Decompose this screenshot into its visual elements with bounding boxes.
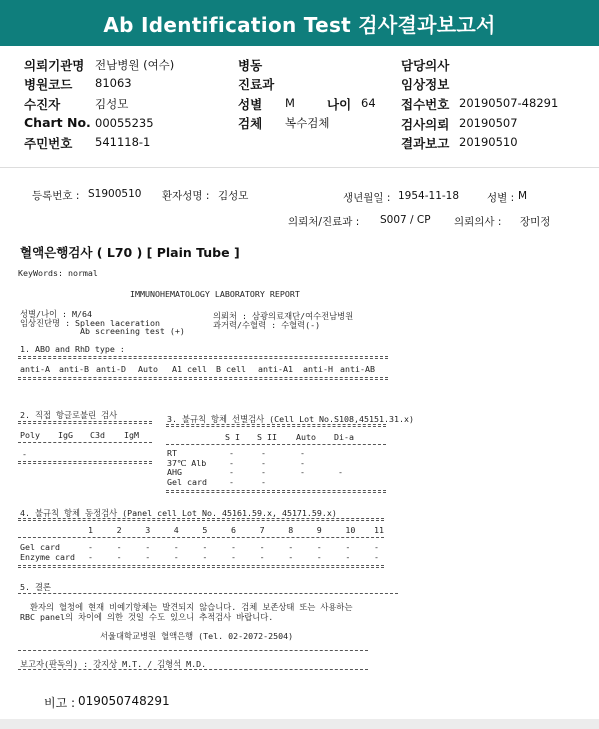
divider	[18, 537, 384, 538]
panel-cell: -	[116, 542, 122, 552]
conclusion-line-1: 환자의 혈청에 현재 비예기항체는 발견되지 않습니다. 검체 보존상태 또는 사용하는	[30, 602, 353, 612]
panel-cell: -	[88, 552, 93, 562]
screening-column-header: S II	[257, 432, 277, 442]
doctor-label: 담당의사	[401, 58, 450, 73]
note-label: 비고 :	[44, 696, 76, 710]
panel-cell: -	[374, 552, 379, 562]
divider	[166, 444, 386, 445]
panel-column-header: 10	[345, 525, 356, 535]
panel-column-header: 6	[231, 525, 236, 535]
rrn-value: 541118-1	[95, 135, 151, 149]
divider	[166, 490, 386, 493]
hospital-code-value: 81063	[95, 76, 132, 90]
diagnosis-line-2: Ab screening test (+)	[80, 326, 185, 336]
diagnosis-line: 임상진단명 : Spleen laceration	[20, 318, 160, 328]
panel-cell: -	[145, 542, 151, 552]
keywords: KeyWords: normal	[18, 268, 98, 278]
abo-column-header: anti-H	[303, 364, 333, 374]
panel-cell: -	[231, 552, 236, 562]
panel-cell: -	[316, 542, 322, 552]
patient-name-label: 환자성명 :	[162, 190, 210, 202]
divider	[18, 650, 368, 651]
screening-column-header: S I	[225, 432, 240, 442]
panel-cell: -	[259, 552, 265, 562]
screening-row-label: Gel card	[167, 476, 207, 487]
dat-value: -	[22, 449, 27, 459]
hospital-value: 전남병원 (여수)	[95, 58, 175, 72]
divider	[18, 518, 384, 521]
screening-cell: -	[261, 476, 266, 487]
panel-cell: -	[116, 552, 122, 562]
section-abo-title: 1. ABO and RhD type :	[20, 344, 125, 354]
reg-no-label: 등록번호 :	[32, 190, 80, 202]
panel-row-label: Enzyme card	[20, 552, 75, 562]
req-doctor-label: 의뢰의사 :	[454, 216, 502, 228]
age-value: 64	[361, 96, 376, 110]
clinical-info-label: 임상정보	[401, 77, 450, 92]
chart-no-value: 00055235	[95, 116, 154, 130]
panel-cell: -	[173, 542, 179, 552]
panel-column-header: 11	[374, 525, 384, 535]
panel-column-header: 3	[145, 525, 151, 535]
panel-cell: -	[259, 542, 265, 552]
divider	[18, 593, 398, 594]
panel-cell: -	[345, 542, 351, 552]
panel-cell: -	[231, 542, 236, 552]
test-title: 혈액은행검사 ( L70 ) [ Plain Tube ]	[20, 245, 240, 260]
report-header	[0, 46, 599, 158]
divider	[18, 565, 384, 568]
specimen-value: 복수검체	[285, 116, 330, 130]
section-screening-title: 3. 불규칙 항체 선별검사 (Cell Lot No.S108,45151.31.x)	[167, 414, 414, 424]
abo-column-header: A1 cell	[172, 364, 207, 374]
screening-cell: -	[229, 448, 234, 458]
screening-row-label: RT	[167, 448, 177, 458]
panel-cell: -	[288, 542, 294, 552]
divider	[18, 669, 368, 670]
rrn-label: 주민번호	[24, 136, 73, 151]
screening-row-label: AHG	[167, 467, 182, 477]
sheet-sex-label: 성별 :	[487, 192, 515, 204]
panel-column-header: 1	[88, 525, 93, 535]
lab-contact: 서울대학교병원 혈액은행 (Tel. 02-2072-2504)	[100, 631, 294, 641]
reporter-line: 보고자(판독의) : 강지상 M.T. / 김형석 M.D.	[20, 659, 207, 669]
refer-line: 의뢰처 : 삼광의료재단/여수전남병원	[213, 311, 354, 321]
panel-column-header: 7	[259, 525, 265, 535]
abo-column-header: Auto	[138, 364, 158, 374]
screening-cell: -	[229, 467, 234, 477]
screening-column-header: Di-a	[334, 432, 354, 442]
report-title: Ab Identification Test 검사결과보고서	[103, 12, 496, 37]
report-date-value: 20190510	[459, 135, 518, 149]
panel-cell: -	[173, 552, 179, 562]
recipient-label: 수진자	[24, 97, 61, 112]
sex-age-line: 성별/나이 : M/64	[20, 309, 93, 319]
chart-no-label: Chart No.	[24, 115, 91, 130]
divider	[18, 461, 152, 464]
dat-column-header: C3d	[90, 430, 105, 440]
receipt-no-label: 접수번호	[401, 97, 450, 112]
abo-column-header: B cell	[216, 364, 246, 374]
dat-column-header: Poly	[20, 430, 40, 440]
page-bottom-strip	[0, 719, 599, 729]
report-date-label: 결과보고	[401, 136, 450, 151]
panel-cell: -	[288, 552, 294, 562]
panel-cell: -	[88, 542, 93, 552]
transfusion-line: 과거력/수혈력 : 수혈력(-)	[213, 320, 321, 330]
patient-name-value: 김성모	[218, 190, 249, 202]
panel-cell: -	[145, 552, 151, 562]
ward-label: 병동	[238, 58, 263, 73]
screening-cell: -	[338, 467, 343, 477]
divider	[18, 377, 388, 380]
recipient-value: 김성모	[95, 97, 129, 111]
screening-column-header: Auto	[296, 432, 316, 442]
dob-label: 생년월일 :	[343, 192, 391, 204]
abo-column-header: anti-B	[59, 364, 89, 374]
abo-column-header: anti-A1	[258, 364, 293, 374]
panel-column-header: 8	[288, 525, 294, 535]
screening-cell: -	[229, 457, 234, 468]
lab-report-title: IMMUNOHEMATOLOGY LABORATORY REPORT	[130, 289, 300, 299]
panel-cell: -	[202, 542, 208, 552]
divider	[18, 442, 152, 443]
hospital-code-label: 병원코드	[24, 77, 73, 92]
screening-cell: -	[300, 448, 305, 458]
screening-cell: -	[261, 457, 266, 468]
panel-cell: -	[316, 552, 322, 562]
dob-value: 1954-11-18	[398, 190, 460, 202]
panel-cell: -	[374, 542, 379, 552]
request-date-value: 20190507	[459, 116, 518, 130]
abo-column-header: anti-AB	[340, 364, 375, 374]
request-date-label: 검사의뢰	[401, 117, 450, 132]
sex-label: 성별	[238, 97, 263, 112]
report-banner	[0, 0, 599, 46]
screening-cell: -	[300, 457, 305, 468]
screening-cell: -	[261, 448, 266, 458]
panel-column-header: 2	[116, 525, 122, 535]
sheet-sex-value: M	[518, 190, 528, 202]
hospital-label: 의뢰기관명	[24, 58, 85, 73]
origin-value: S007 / CP	[380, 214, 431, 226]
section-identification-title: 4. 불규칙 항체 동정검사 (Panel cell Lot No. 45161.59.x, 45171.59.x)	[20, 508, 337, 518]
panel-cell: -	[345, 552, 351, 562]
panel-row-label: Gel card	[20, 542, 60, 552]
divider	[166, 424, 386, 427]
note-value: 019050748291	[78, 694, 170, 708]
section-conclusion-title: 5. 결론	[20, 582, 52, 592]
screening-cell: -	[261, 467, 266, 477]
screening-cell: -	[229, 476, 234, 487]
sex-value: M	[285, 96, 295, 110]
section-dat-title: 2. 직접 항글로불린 검사	[20, 410, 118, 420]
abo-column-header: anti-A	[20, 364, 50, 374]
panel-column-header: 5	[202, 525, 208, 535]
origin-label: 의뢰처/진료과 :	[288, 216, 360, 228]
receipt-no-value: 20190507-48291	[459, 96, 559, 110]
conclusion-line-2: RBC panel의 차이에 의한 것일 수도 있으니 추적검사 바랍니다.	[20, 612, 274, 622]
dept-label: 진료과	[238, 77, 275, 92]
reg-no-value: S1900510	[88, 188, 142, 200]
abo-column-header: anti-D	[96, 364, 126, 374]
screening-row-label: 37℃ Alb	[167, 457, 207, 468]
specimen-label: 검체	[238, 116, 263, 131]
req-doctor-value: 장미정	[520, 216, 551, 228]
panel-column-header: 4	[173, 525, 179, 535]
dat-column-header: IgM	[124, 430, 139, 440]
panel-cell: -	[202, 552, 208, 562]
dat-column-header: IgG	[58, 430, 73, 440]
divider	[18, 356, 388, 359]
age-label: 나이	[327, 97, 352, 112]
divider	[18, 421, 152, 424]
result-sheet	[0, 167, 599, 719]
panel-column-header: 9	[316, 525, 322, 535]
screening-cell: -	[300, 467, 305, 477]
